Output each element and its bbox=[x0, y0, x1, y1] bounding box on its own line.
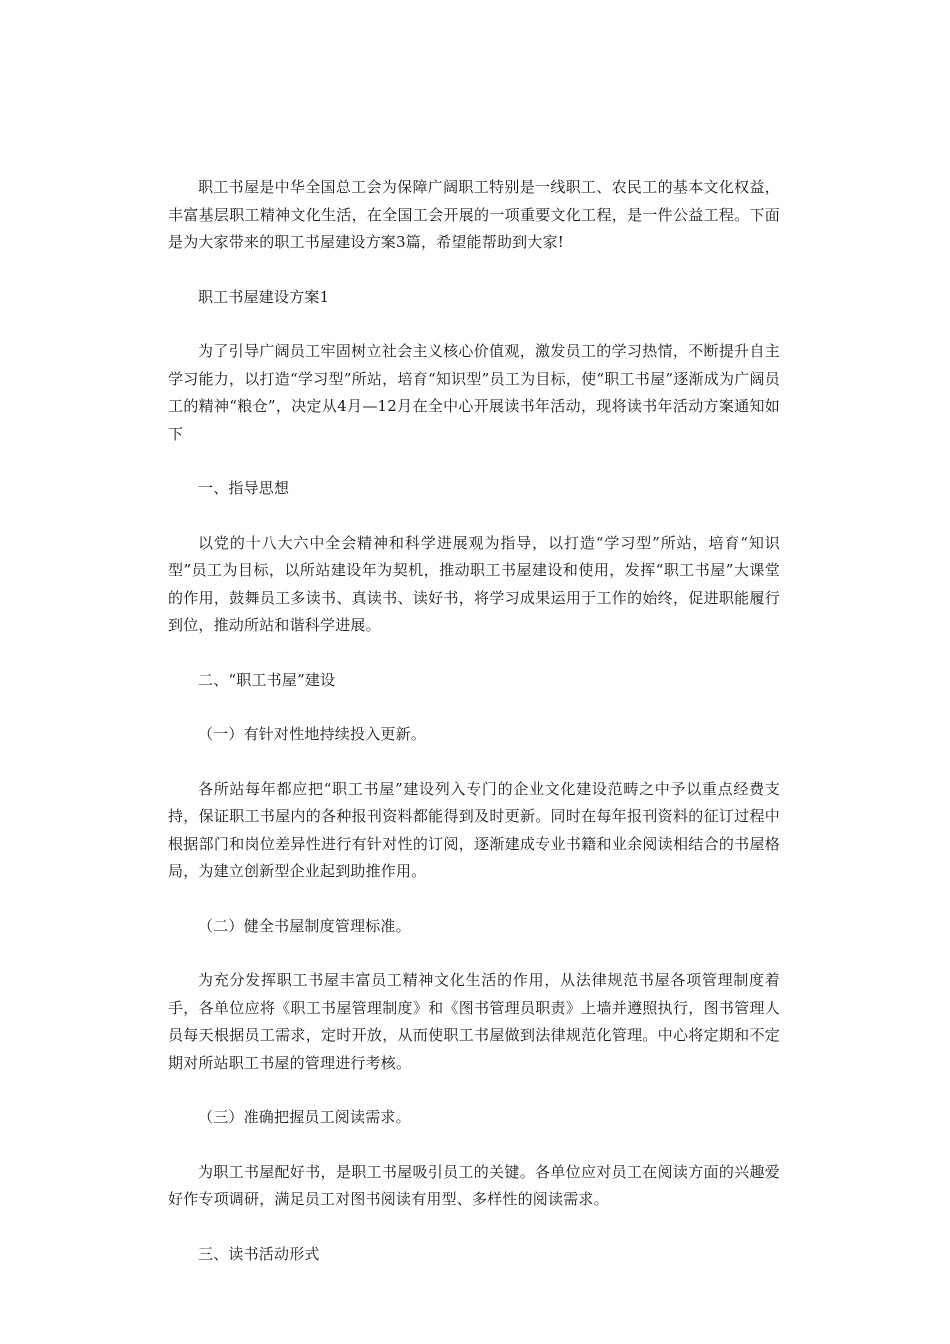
plan-intro-paragraph: 为了引导广阔员工牢固树立社会主义核心价值观，激发员工的学习热情，不断提升自主学习能力，以打造“学习型”所站，培育“知识型”员工为目标，使“职工书屋”逐渐成为广阔员工的精神“粮仓”，决定从4月—12月在全中心开展读书年活动，现将读书年活动方案通知如下 bbox=[168, 342, 780, 443]
section3-heading: 三、读书活动形式 bbox=[198, 1244, 320, 1263]
intro-paragraph: 职工书屋是中华全国总工会为保障广阔职工特别是一线职工、农民工的基本文化权益，丰富基层职工精神文化生活，在全国工会开展的一项重要文化工程，是一件公益工程。下面是为大家带来的职工书屋建设方案3篇，希望能帮助到大家! bbox=[168, 178, 780, 251]
subsection2-paragraph: 为充分发挥职工书屋丰富员工精神文化生活的作用，从法律规范书屋各项管理制度着手，各单位应将《职工书屋管理制度》和《图书管理员职责》上墙并遵照执行，图书管理人员每天根据员工需求，定时开放，从而使职工书屋做到法律规范化管理。中心将定期和不定期对所站职工书屋的管理进行考核。 bbox=[168, 971, 780, 1072]
section2-heading: 二、“职工书屋”建设 bbox=[198, 670, 336, 689]
subsection1-heading: （一）有针对性地持续投入更新。 bbox=[198, 725, 427, 743]
subsection1-paragraph: 各所站每年都应把“职工书屋”建设列入专门的企业文化建设范畴之中予以重点经费支持，保证职工书屋内的各种报刊资料都能得到及时更新。同时在每年报刊资料的征订过程中根据部门和岗位差异性进行有针对性的订阅，逐渐建成专业书籍和业余阅读相结合的书屋格局，为建立创新型企业起到助推作用。 bbox=[168, 779, 780, 880]
document-page bbox=[168, 174, 780, 1268]
section1-paragraph: 以党的十八大六中全会精神和科学进展观为指导，以打造“学习型”所站，培育“知识型”员工为目标，以所站建设年为契机，推动职工书屋建设和使用，发挥“职工书屋”大课堂的作用，鼓舞员工多读书、真读书、读好书，将学习成果运用于工作的始终，促进职能履行到位，推动所站和谐科学进展。 bbox=[168, 533, 780, 634]
plan-title: 职工书屋建设方案1 bbox=[198, 287, 330, 306]
section1-heading: 一、指导思想 bbox=[198, 479, 290, 497]
subsection3-heading: （三）准确把握员工阅读需求。 bbox=[198, 1108, 411, 1126]
subsection3-paragraph: 为职工书屋配好书，是职工书屋吸引员工的关键。各单位应对员工在阅读方面的兴趣爱好作专项调研，满足员工对图书阅读有用型、多样性的阅读需求。 bbox=[168, 1162, 780, 1208]
subsection2-heading: （二）健全书屋制度管理标准。 bbox=[198, 916, 411, 935]
